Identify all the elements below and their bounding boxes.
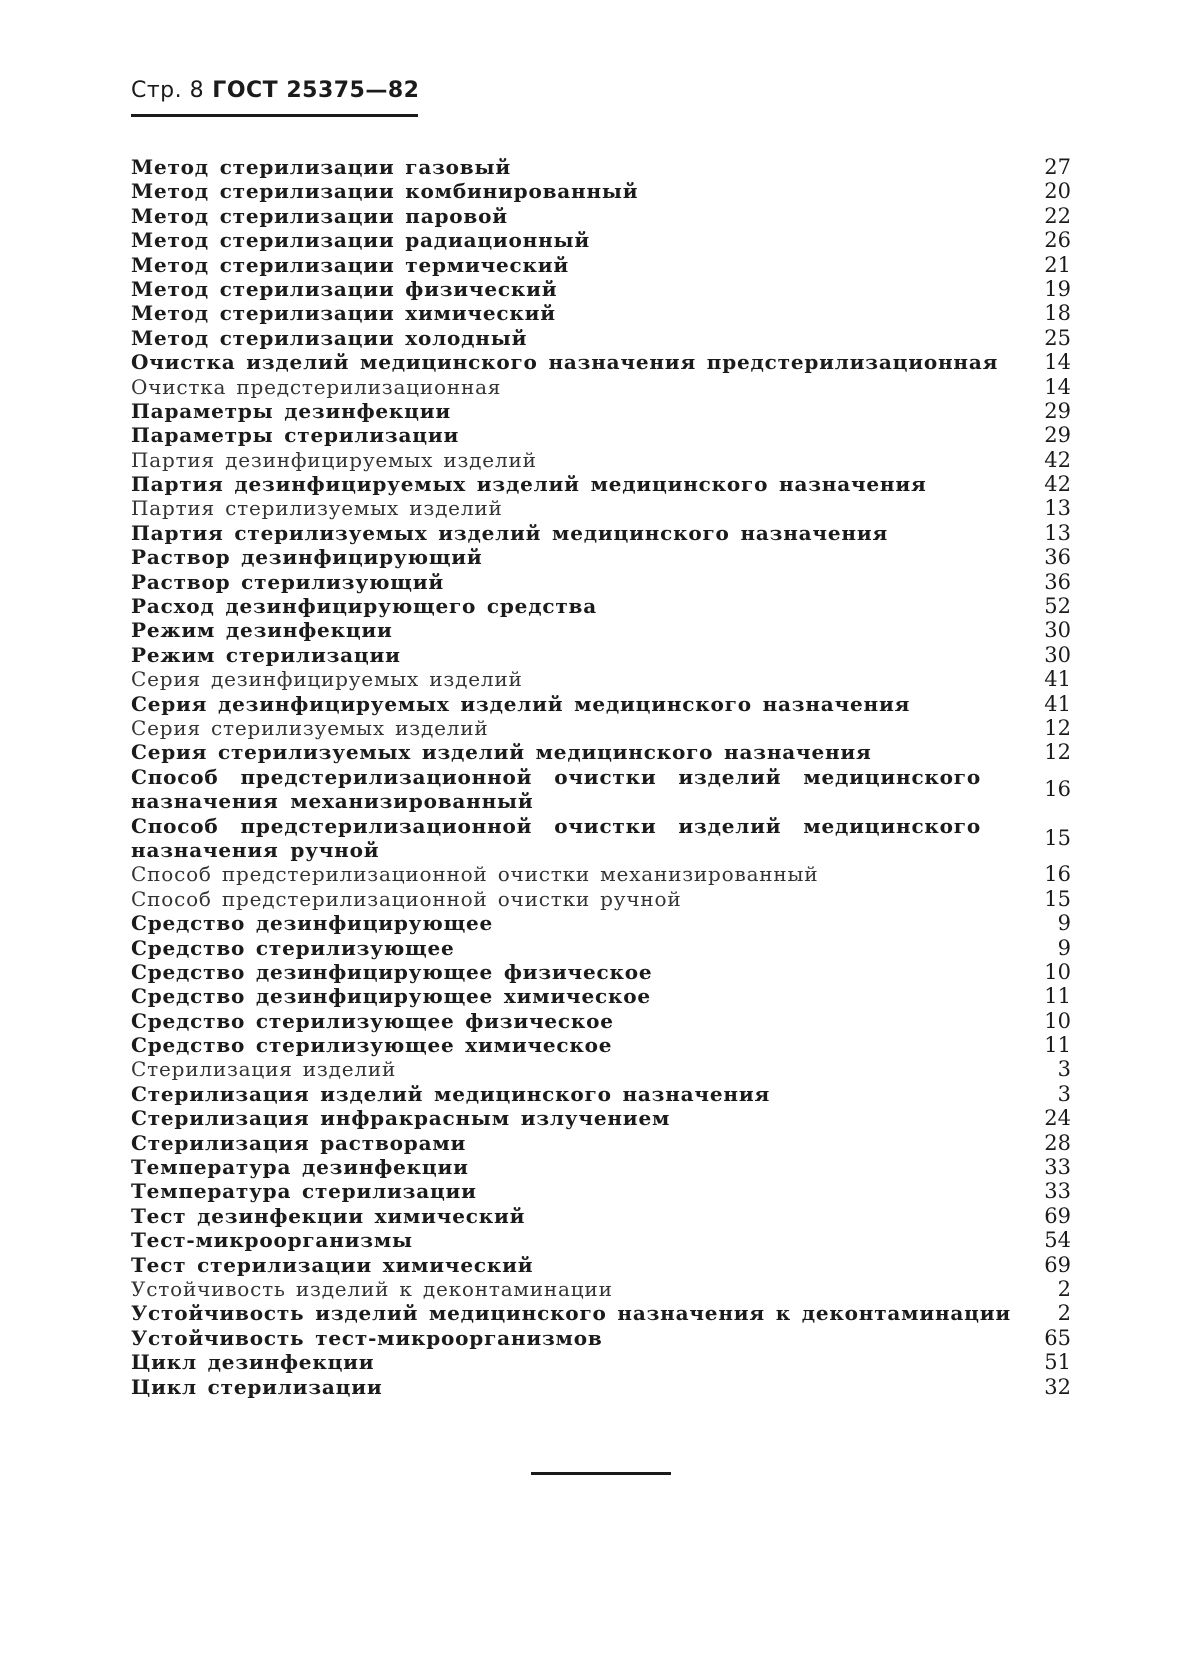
index-entry (131, 1155, 1071, 1179)
index-term: Цикл стерилизации (131, 1374, 383, 1399)
index-page-number: 13 (1044, 496, 1071, 521)
index-entry (131, 594, 1071, 618)
index-page-number: 51 (1044, 1350, 1071, 1375)
index-entry (131, 545, 1071, 569)
index-term: Устойчивость изделий медицинского назначения к деконтаминации (131, 1301, 1012, 1326)
index-term: Устойчивость тест-микроорганизмов (131, 1325, 603, 1350)
index-entry (131, 1131, 1071, 1155)
index-page-number: 33 (1044, 1155, 1071, 1180)
index-entry (131, 692, 1071, 716)
index-entry (131, 1375, 1071, 1399)
index-entry (131, 1082, 1071, 1106)
page-header (131, 78, 419, 103)
index-page-number: 30 (1044, 618, 1071, 643)
index-term: Раствор стерилизующий (131, 569, 444, 594)
index-page-number: 42 (1044, 447, 1071, 472)
index-page-number: 20 (1044, 179, 1071, 204)
index-entry (131, 375, 1071, 399)
index-page-number: 32 (1044, 1374, 1071, 1399)
index-page-number: 11 (1044, 1033, 1071, 1058)
index-entry (131, 911, 1071, 935)
standard-number: ГОСТ 25375—82 (212, 78, 420, 103)
index-page-number: 2 (1057, 1277, 1071, 1301)
index-term: Метод стерилизации радиационный (131, 228, 591, 253)
index-term: Средство стерилизующее химическое (131, 1033, 613, 1058)
index-entry (131, 521, 1071, 545)
index-page-number: 12 (1044, 715, 1071, 740)
index-page-number: 22 (1044, 203, 1071, 228)
index-entry (131, 155, 1071, 179)
index-page-number: 36 (1044, 545, 1071, 570)
index-term: Метод стерилизации термический (131, 252, 570, 277)
index-page-number: 33 (1044, 1179, 1071, 1204)
index-page-number: 15 (1044, 825, 1071, 850)
index-entry (131, 960, 1071, 984)
index-page-number: 30 (1044, 642, 1071, 667)
index-term: Стерилизация изделий медицинского назначения (131, 1081, 771, 1106)
index-page-number: 9 (1057, 911, 1071, 936)
index-term: Серия стерилизуемых изделий (131, 715, 489, 740)
index-entry (131, 1106, 1071, 1130)
index-term: Средство стерилизующее (131, 935, 455, 960)
index-page-number: 16 (1044, 862, 1071, 887)
index-term: Метод стерилизации физический (131, 276, 558, 301)
index-term: Тест дезинфекции химический (131, 1203, 526, 1228)
index-page-number: 18 (1044, 301, 1071, 326)
index-term: Партия дезинфицируемых изделий медицинского назначения (131, 472, 927, 497)
index-term: Средство дезинфицирующее физическое (131, 959, 653, 984)
index-page-number: 9 (1057, 935, 1071, 960)
index-term: Средство дезинфицирующее химическое (131, 984, 651, 1009)
index-term: Температура дезинфекции (131, 1155, 469, 1180)
index-page-number: 69 (1044, 1252, 1071, 1277)
index-entry (131, 399, 1071, 423)
index-entry (131, 1009, 1071, 1033)
index-term: Метод стерилизации холодный (131, 325, 528, 350)
index-term: Серия стерилизуемых изделий медицинского назначения (131, 740, 872, 765)
index-page-number: 3 (1057, 1081, 1071, 1106)
index-entry (131, 179, 1071, 203)
index-term: Метод стерилизации газовый (131, 155, 511, 179)
index-term: Серия дезинфицируемых изделий медицинского назначения (131, 691, 911, 716)
index-page-number: 25 (1044, 325, 1071, 350)
index-entry (131, 765, 1071, 814)
index-term: Режим дезинфекции (131, 618, 393, 643)
index-term: Тест-микроорганизмы (131, 1228, 413, 1253)
index-page-number: 41 (1044, 691, 1071, 716)
index-entry (131, 887, 1071, 911)
index-term: Тест стерилизации химический (131, 1252, 534, 1277)
index-entry (131, 1277, 1071, 1301)
index-entry (131, 862, 1071, 886)
index-entry (131, 1350, 1071, 1374)
index-page-number: 24 (1044, 1106, 1071, 1131)
index-term: Очистка изделий медицинского назначения предстерилизационная (131, 350, 999, 375)
index-page-number: 3 (1057, 1057, 1071, 1082)
index-term: Устойчивость изделий к деконтаминации (131, 1277, 613, 1301)
index-page-number: 2 (1057, 1301, 1071, 1326)
index-page-number: 69 (1044, 1203, 1071, 1228)
index-entry (131, 936, 1071, 960)
index-entry (131, 643, 1071, 667)
index-page-number: 15 (1044, 886, 1071, 911)
index-entry (131, 1204, 1071, 1228)
index-term: Параметры стерилизации (131, 423, 460, 448)
index-entry (131, 277, 1071, 301)
index-entry (131, 326, 1071, 350)
index-entry (131, 472, 1071, 496)
index-term: Раствор дезинфицирующий (131, 545, 483, 570)
index-term: Расход дезинфицирующего средства (131, 594, 597, 619)
index-term: Стерилизация растворами (131, 1130, 467, 1155)
index-entry (131, 716, 1071, 740)
index-entry (131, 496, 1071, 520)
index-entry (131, 1326, 1071, 1350)
index-term: Средство дезинфицирующее (131, 911, 494, 936)
index-term: Способ предстерилизационной очистки изделий медицинского назначения механизированный (131, 764, 981, 814)
index-page-number: 11 (1044, 984, 1071, 1009)
index-page-number: 29 (1044, 423, 1071, 448)
index-entry (131, 253, 1071, 277)
index-entry (131, 814, 1071, 863)
index-entry (131, 667, 1071, 691)
index-entry (131, 204, 1071, 228)
index-page-number: 27 (1044, 155, 1071, 179)
index-term: Метод стерилизации химический (131, 301, 556, 326)
index-entry (131, 1179, 1071, 1203)
index-page-number: 29 (1044, 398, 1071, 423)
index-page-number: 21 (1044, 252, 1071, 277)
index-term: Стерилизация инфракрасным излучением (131, 1106, 671, 1131)
index-page-number: 36 (1044, 569, 1071, 594)
index-entry (131, 1301, 1071, 1325)
index-page-number: 41 (1044, 667, 1071, 692)
index-term: Параметры дезинфекции (131, 398, 452, 423)
index-page-number: 14 (1044, 350, 1071, 375)
index-term: Стерилизация изделий (131, 1057, 397, 1082)
index-page-number: 16 (1044, 776, 1071, 801)
index-page-number: 42 (1044, 472, 1071, 497)
index-term: Способ предстерилизационной очистки изделий медицинского назначения ручной (131, 813, 981, 862)
index-entry (131, 1253, 1071, 1277)
header-rule (131, 114, 418, 117)
index-page-number: 65 (1044, 1325, 1071, 1350)
index-entry (131, 740, 1071, 764)
index-entry (131, 228, 1071, 252)
index-entry (131, 423, 1071, 447)
index-entry (131, 984, 1071, 1008)
index-entry (131, 1057, 1071, 1081)
index-entry (131, 1228, 1071, 1252)
index-page-number: 12 (1044, 740, 1071, 765)
index-page-number: 19 (1044, 276, 1071, 301)
index-entry (131, 618, 1071, 642)
index-entry (131, 350, 1071, 374)
index-entry (131, 1033, 1071, 1057)
index-term: Способ предстерилизационной очистки ручной (131, 886, 682, 911)
index-term: Способ предстерилизационной очистки механизированный (131, 862, 819, 887)
index-term: Серия дезинфицируемых изделий (131, 667, 523, 692)
index-term: Партия дезинфицируемых изделий (131, 447, 537, 472)
index-term: Температура стерилизации (131, 1179, 477, 1204)
index-page-number: 28 (1044, 1130, 1071, 1155)
index-term: Партия стерилизуемых изделий (131, 496, 503, 521)
index-entry (131, 448, 1071, 472)
alphabetical-index (131, 155, 1071, 1399)
index-page-number: 13 (1044, 520, 1071, 545)
index-term: Режим стерилизации (131, 642, 401, 667)
index-entry (131, 570, 1071, 594)
index-term: Средство стерилизующее физическое (131, 1008, 614, 1033)
index-term: Очистка предстерилизационная (131, 374, 502, 399)
index-page-number: 52 (1044, 594, 1071, 619)
index-page-number: 14 (1044, 374, 1071, 399)
index-term: Метод стерилизации паровой (131, 203, 508, 228)
index-page-number: 10 (1044, 959, 1071, 984)
end-rule (531, 1472, 671, 1475)
index-entry (131, 301, 1071, 325)
index-term: Партия стерилизуемых изделий медицинского назначения (131, 520, 889, 545)
index-page-number: 10 (1044, 1008, 1071, 1033)
index-page-number: 26 (1044, 228, 1071, 253)
index-term: Метод стерилизации комбинированный (131, 179, 639, 204)
index-page-number: 54 (1044, 1228, 1071, 1253)
index-term: Цикл дезинфекции (131, 1350, 375, 1375)
page-label: Стр. 8 (131, 78, 205, 103)
